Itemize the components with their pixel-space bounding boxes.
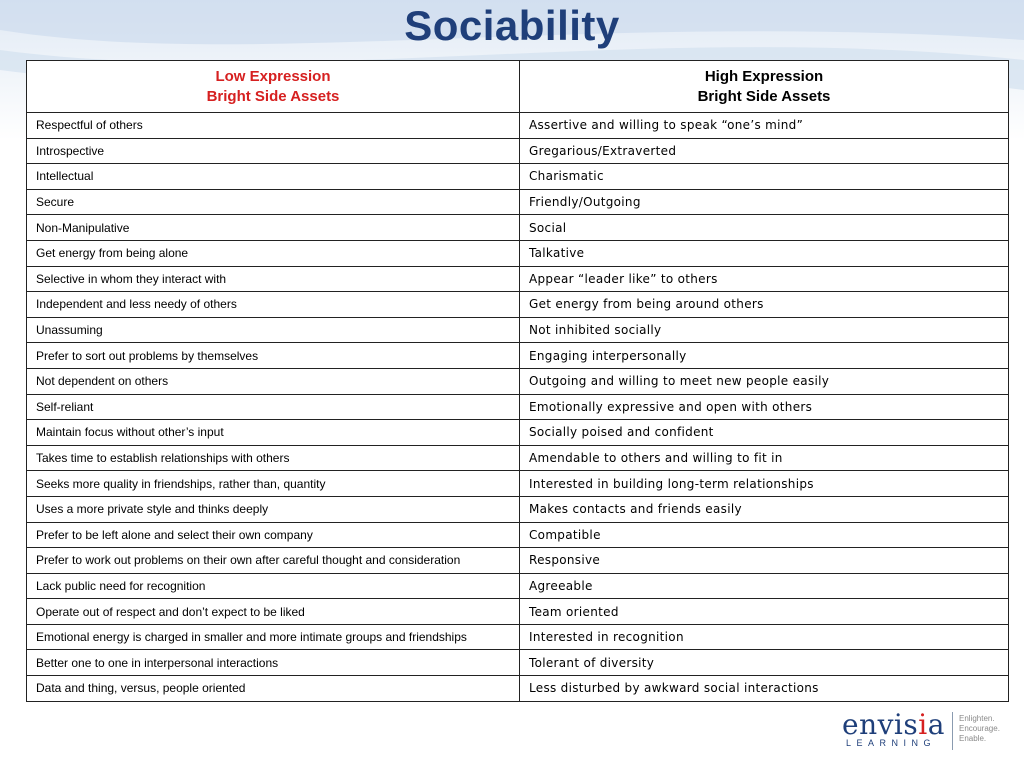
low-expression-cell: Lack public need for recognition (27, 573, 520, 599)
table-row (27, 292, 1009, 318)
low-expression-cell: Unassuming (27, 317, 520, 343)
logo-word-i: i (918, 708, 928, 741)
high-expression-cell: Talkative (520, 240, 1009, 266)
high-expression-cell: Socially poised and confident (520, 420, 1009, 446)
table-header-row (27, 61, 1009, 113)
low-expression-cell: Better one to one in interpersonal interactions (27, 650, 520, 676)
logo-word-end: a (927, 708, 945, 741)
table-row (27, 368, 1009, 394)
low-expression-cell: Respectful of others (27, 113, 520, 139)
low-header-line2: Bright Side Assets (206, 87, 340, 105)
sociability-table (26, 60, 1009, 702)
low-expression-header (27, 61, 520, 113)
low-expression-cell: Maintain focus without other’s input (27, 420, 520, 446)
high-expression-cell: Friendly/Outgoing (520, 189, 1009, 215)
table-row (27, 164, 1009, 190)
table-row (27, 317, 1009, 343)
low-expression-cell: Prefer to work out problems on their own after careful thought and consideration (27, 548, 520, 574)
table-row (27, 343, 1009, 369)
high-header-line2: Bright Side Assets (697, 87, 831, 105)
low-expression-cell: Selective in whom they interact with (27, 266, 520, 292)
table-row (27, 266, 1009, 292)
table-row (27, 676, 1009, 702)
low-expression-cell: Data and thing, versus, people oriented (27, 676, 520, 702)
high-expression-cell: Charismatic (520, 164, 1009, 190)
high-expression-cell: Agreeable (520, 573, 1009, 599)
high-expression-header (520, 61, 1009, 113)
low-expression-cell: Prefer to sort out problems by themselves (27, 343, 520, 369)
low-expression-cell: Get energy from being alone (27, 240, 520, 266)
low-expression-cell: Non-Manipulative (27, 215, 520, 241)
logo-tagline-3: Enable. (959, 734, 987, 743)
table-row (27, 420, 1009, 446)
high-expression-cell: Social (520, 215, 1009, 241)
logo-tagline-1: Enlighten. (959, 714, 995, 723)
logo-tagline-2: Encourage. (959, 724, 1000, 733)
low-expression-cell: Secure (27, 189, 520, 215)
high-expression-cell: Compatible (520, 522, 1009, 548)
table-row (27, 240, 1009, 266)
low-expression-cell: Prefer to be left alone and select their own company (27, 522, 520, 548)
table-row (27, 496, 1009, 522)
high-expression-cell: Gregarious/Extraverted (520, 138, 1009, 164)
high-expression-cell: Not inhibited socially (520, 317, 1009, 343)
high-expression-cell: Assertive and willing to speak “one’s mind” (520, 113, 1009, 139)
table-row (27, 573, 1009, 599)
table-row (27, 599, 1009, 625)
high-expression-cell: Interested in building long-term relationships (520, 471, 1009, 497)
logo-word-start: envis (842, 708, 919, 741)
high-expression-cell: Interested in recognition (520, 624, 1009, 650)
logo-wordmark (842, 708, 945, 741)
table-row (27, 189, 1009, 215)
high-expression-cell: Amendable to others and willing to fit in (520, 445, 1009, 471)
table-row (27, 522, 1009, 548)
table-row (27, 445, 1009, 471)
high-expression-cell: Outgoing and willing to meet new people easily (520, 368, 1009, 394)
high-expression-cell: Team oriented (520, 599, 1009, 625)
page-title: Sociability (404, 2, 620, 49)
high-expression-cell: Get energy from being around others (520, 292, 1009, 318)
high-expression-cell: Less disturbed by awkward social interactions (520, 676, 1009, 702)
low-expression-cell: Introspective (27, 138, 520, 164)
low-expression-cell: Takes time to establish relationships with others (27, 445, 520, 471)
low-expression-cell: Not dependent on others (27, 368, 520, 394)
table-row (27, 113, 1009, 139)
envisia-logo (842, 708, 1002, 758)
logo-subtitle: LEARNING (846, 738, 937, 748)
table-row (27, 138, 1009, 164)
logo-divider (952, 712, 953, 750)
low-expression-cell: Uses a more private style and thinks deeply (27, 496, 520, 522)
low-header-line1: Low Expression (215, 67, 331, 85)
table-row (27, 650, 1009, 676)
low-expression-cell: Independent and less needy of others (27, 292, 520, 318)
high-expression-cell: Appear “leader like” to others (520, 266, 1009, 292)
high-expression-cell: Tolerant of diversity (520, 650, 1009, 676)
table-row (27, 394, 1009, 420)
table-row (27, 624, 1009, 650)
table-row (27, 215, 1009, 241)
high-header-line1: High Expression (704, 67, 824, 85)
high-expression-cell: Responsive (520, 548, 1009, 574)
high-expression-cell: Emotionally expressive and open with others (520, 394, 1009, 420)
low-expression-cell: Operate out of respect and don’t expect to be liked (27, 599, 520, 625)
high-expression-cell: Engaging interpersonally (520, 343, 1009, 369)
table-row (27, 548, 1009, 574)
low-expression-cell: Intellectual (27, 164, 520, 190)
low-expression-cell: Self-reliant (27, 394, 520, 420)
high-expression-cell: Makes contacts and friends easily (520, 496, 1009, 522)
low-expression-cell: Seeks more quality in friendships, rather than, quantity (27, 471, 520, 497)
low-expression-cell: Emotional energy is charged in smaller and more intimate groups and friendships (27, 624, 520, 650)
table-row (27, 471, 1009, 497)
logo-tagline (959, 714, 1000, 744)
